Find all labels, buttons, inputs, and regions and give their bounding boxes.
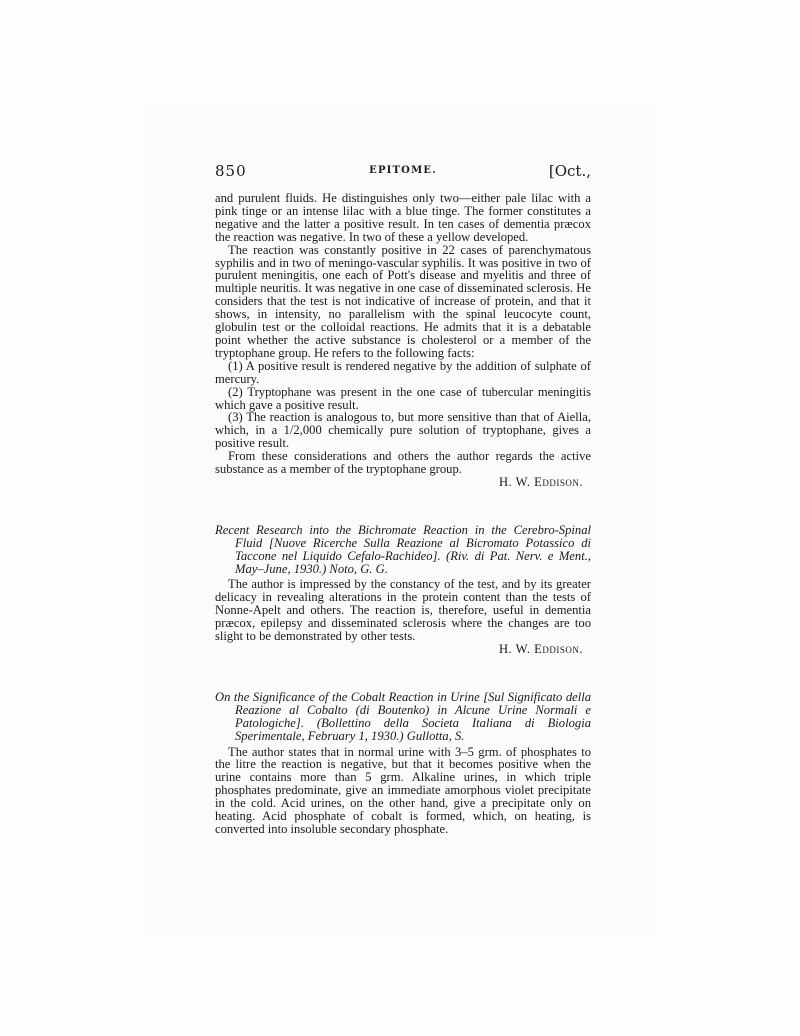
- paragraph: From these considerations and others the author regards the active substance as a member of the tryptophane group.: [215, 449, 591, 477]
- paragraph: The reaction was constantly positive in 22 cases of parenchymatous syphilis and in two of meningo-vascular syphilis. It was positive in two of purulent meningitis, one each of Pott's disease and myelitis and three of multiple neuritis. It was negative in one case of disseminated sclerosis. He considers that the test is not indicative of increase of protein, and that it shows, in intensity, no parallelism with the spinal leucocyte count, globulin test or the colloidal reactions. He admits that it is a debatable point whether the active substance is cholesterol or a member of the tryptophane group. He refers to the following facts:: [215, 242, 591, 360]
- paragraph: and purulent fluids. He distinguishes only two—either pale lilac with a pink tinge or an intense lilac with a blue tinge. The former constitutes a negative and the latter a positive result. In ten cases of dementia præcox the reaction was negative. In two of these a yellow developed.: [215, 191, 591, 244]
- paragraph: (1) A positive result is rendered negative by the addition of sulphate of mercury.: [215, 358, 591, 386]
- page-number: 850: [215, 162, 247, 180]
- signature: H. W. Eddison.: [498, 642, 583, 656]
- paragraph: The author is impressed by the constancy of the test, and by its greater delicacy in revealing alterations in the protein content than the tests of Nonne-Apelt and others. The reaction is, therefore, useful in dementia præcox, epilepsy and disseminated sclerosis where the changes are too slight to be demonstrated by other tests.: [215, 577, 591, 644]
- paragraph: The author states that in normal urine with 3–5 grm. of phosphates to the litre the reaction is negative, but that it becomes positive when the urine contains more than 5 grm. Alkaline urines, in which triple phosphates predominate, give an immediate amorphous violet precipitate in the cold. Acid urines, on the other hand, give a precipitate only on heating. Acid phosphate of cobalt is formed, which, on heating, is converted into insoluble secondary phosphate.: [215, 744, 591, 836]
- signature: H. W. Eddison.: [498, 474, 583, 489]
- running-head: [215, 162, 591, 184]
- article-heading: Recent Research into the Bichromate Reaction in the Cerebro-Spinal Fluid [Nuove Ricerche Sulla Reazione al Bicromato Potassico di Taccone nel Liquido Cefalo-Rachideo]. (Riv. di Pat. Nerv. e Ment., May–June, 1930.) Noto, G. G.: [215, 522, 591, 576]
- article-heading: On the Significance of the Cobalt Reaction in Urine [Sul Significato della Reazione al Cobalto (di Boutenko) in Alcune Urine Normali e Patologiche]. (Bollettino della Societa Italiana di Biologia Sperimentale, February 1, 1930.) Gullotta, S.: [215, 689, 591, 743]
- paragraph: (3) The reaction is analogous to, but more sensitive than that of Aiella, which, in a 1/2,000 chemically pure solution of tryptophane, gives a positive result.: [215, 410, 591, 451]
- paragraph: (2) Tryptophane was present in the one case of tubercular meningitis which gave a positive result.: [215, 384, 591, 412]
- body-text: [215, 192, 591, 836]
- running-title: EPITOME.: [369, 165, 437, 176]
- running-date: [Oct.,: [548, 162, 591, 180]
